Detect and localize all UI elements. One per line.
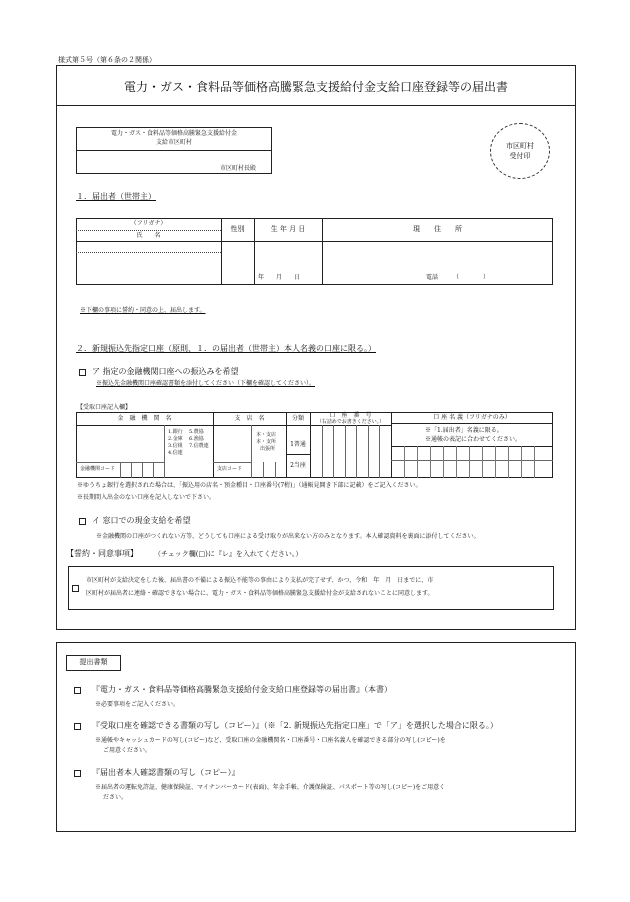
pledge-line2: 区町村が届出者に連絡・確認できない場合に、電力・ガス・食料品等価格高騰緊急支援給付金が支給されないことに同意します。 [86, 590, 434, 597]
option-a-checkbox[interactable] [79, 369, 86, 376]
holder-char-line [456, 446, 457, 478]
pledge-line1: 市区町村が支給決定をした後、届出書の不備による振込不能等の事由により支払が完了せず、かつ、令和 年 月 日までに、市 [86, 577, 434, 584]
doc2-note-1: ※通帳やキャッシュカードの写し(コピー)など、受取口座の金融機関名・口座番号・口座名義人を確認できる部分の写し(コピー)を [95, 737, 446, 744]
furigana-divider [76, 230, 221, 231]
option-i-checkbox[interactable] [79, 518, 86, 525]
doc3-note-1: ※届出者の運転免許証、健康保険証、マイナンバーカード(表面)、年金手帳、介護保険証、パスポート等の写し(コピー)をご用意く [95, 784, 446, 791]
stamp-line2: 受付印 [509, 152, 531, 160]
bank-name-header: 金 融 機 関 名 [117, 415, 172, 422]
account-entry-label: 【受取口座記入欄】 [77, 404, 132, 411]
gender-label: 性別 [230, 225, 245, 233]
furigana-row-divider [76, 252, 221, 253]
bank-type-3: 3.信組 [168, 443, 183, 449]
digit-line [333, 425, 334, 478]
doc3-title: 『届出者本人確認書類の写し（コピー）』 [92, 768, 240, 777]
option-a-note: ※振込先金融機関口座確認書類を添付してください（下欄を確認してください）。 [96, 380, 316, 387]
long-term-note: ※長期間入出金のない口座を記入しないで下さい。 [77, 494, 216, 501]
form-number: 様式第５号（第６条の２関係） [58, 56, 156, 64]
digit-line [345, 425, 346, 478]
branch-code-label: 支店コード [217, 466, 243, 472]
birthdate-label: 生 年 月 日 [270, 225, 306, 233]
holder-note-1: ※「1.届出者」名義に限る。 [425, 427, 503, 434]
pledge-heading: 【誓約・同意事項】 [66, 549, 138, 558]
applicant-header-line [76, 241, 553, 242]
doc3-checkbox[interactable] [74, 770, 81, 777]
branch-code-line [213, 462, 251, 463]
holder-char-line [430, 446, 431, 478]
bank-code-label: 金融機関コード [80, 466, 116, 472]
form-title: 電力・ガス・食料品等価格高騰緊急支援給付金支給口座登録等の届出書 [123, 80, 508, 94]
doc1-title: 『電力・ガス・食料品等価格高騰緊急支援給付金支給口座登録等の届出書』（本書） [92, 685, 392, 694]
reception-stamp-circle [490, 123, 550, 179]
bank-type-7: 7.信農連 [189, 443, 209, 449]
type-checking: 2当座 [290, 462, 306, 469]
holder-row-line [391, 446, 553, 447]
digit-line [322, 425, 323, 478]
branch-name-header: 支 店 名 [234, 415, 265, 422]
branch-code-digit [275, 462, 276, 478]
doc2-checkbox[interactable] [74, 723, 81, 730]
account-number-subheader: （右詰めでお書きください。） [316, 419, 385, 425]
col-line-holder [391, 412, 392, 478]
holder-char-line [508, 446, 509, 478]
branch-code-digit [263, 462, 264, 478]
digit-line [356, 425, 357, 478]
stamp-line1: 市区町村 [506, 142, 534, 150]
branch-type-2: 本・支所 [256, 439, 277, 445]
holder-char-line [443, 446, 444, 478]
name-label: 氏 名 [136, 232, 161, 239]
account-holder-header: 口 座 名 義（フリガナのみ） [433, 414, 511, 421]
doc2-note-2: ご用意ください。 [103, 747, 152, 754]
bank-type-5: 5.農協 [189, 429, 204, 435]
recipient-line1: 電力・ガス・食料品等価格高騰緊急支援給付金 [110, 130, 237, 137]
account-number-header: 口 座 番 号 [329, 412, 372, 419]
recipient-mayor: 市区町村長殿 [220, 165, 257, 172]
address-label: 現 住 所 [413, 225, 462, 233]
documents-label: 提出書類 [79, 658, 108, 666]
doc2-title: 『受取口座を確認できる書類の写し（コピー）』（※「2. 新規振込先指定口座」で「ア」を選択した場合に限る。） [92, 721, 498, 730]
phone-field: 電話 （ ） [426, 274, 490, 281]
branch-type-1: 本・支店 [256, 432, 277, 438]
option-i-note: ※金融機関の口座がつくれない方等、どうしても口座による受け取りが出来ない方のみとなります。本人確認資料を裏面に添付してください。 [96, 533, 480, 540]
holder-char-line [521, 446, 522, 478]
title-divider [56, 105, 576, 106]
type-regular: 1普通 [290, 441, 306, 448]
holder-char-line [534, 446, 535, 478]
branch-type-3: 出張所 [260, 446, 276, 452]
category-header: 分類 [291, 415, 304, 422]
holder-char-line [469, 446, 470, 478]
branch-type-divider [251, 425, 252, 478]
holder-box-line [391, 460, 553, 461]
digit-line [368, 425, 369, 478]
bank-type-6: 6.漁協 [189, 436, 204, 442]
bank-code-digit [142, 462, 143, 478]
birthdate-fields: 年 月 日 [258, 274, 301, 281]
section2-heading: ２．新規振込先指定口座（原則、１．の届出者（世帯主）本人名義の口座に限る。） [76, 344, 376, 353]
account-header-line [76, 425, 391, 426]
doc3-note-2: ださい。 [103, 794, 128, 801]
pledge-checkbox[interactable] [72, 585, 79, 592]
holder-note-2: ※通帳の表記に合わせてください。 [425, 436, 522, 443]
option-i-label: イ 窓口での現金支給を希望 [92, 516, 191, 525]
recipient-line2: 支給市区町村 [155, 139, 192, 146]
doc1-checkbox[interactable] [74, 687, 81, 694]
pledge-heading-note: （チェック欄(□)に『レ』を入れてください。） [154, 550, 303, 558]
holder-char-line [495, 446, 496, 478]
furigana-label: （フリガナ） [130, 220, 167, 227]
option-a-label: ア 指定の金融機関口座への振込みを希望 [92, 367, 239, 376]
bank-code-digit [120, 462, 121, 478]
digit-line [379, 425, 380, 478]
holder-char-line [482, 446, 483, 478]
section1-heading: １．届出者（世帯主） [76, 192, 156, 201]
bank-code-digit [153, 462, 154, 478]
bank-type-2: 2.金庫 [168, 436, 183, 442]
bank-type-4: 4.信連 [168, 450, 183, 456]
pledge-box [68, 566, 554, 610]
bank-type-1: 1.銀行 [168, 429, 183, 435]
bank-code-digit [131, 462, 132, 478]
recipient-divider [76, 150, 272, 151]
category-divider [286, 454, 310, 455]
holder-char-line [417, 446, 418, 478]
yucho-note: ※ゆうちょ銀行を選択された場合は、「振込用の店名・預金種目・口座番号(7桁)」（通帳見開き下部に記載）をご記入ください。 [77, 482, 422, 489]
holder-char-line [404, 446, 405, 478]
bank-type-divider [164, 425, 165, 478]
doc1-note: ※必要事項をご記入ください。 [95, 701, 180, 708]
consent-note: ※下欄の事項に誓約・同意の上、届出します。 [80, 307, 206, 314]
holder-header-line [391, 423, 553, 424]
